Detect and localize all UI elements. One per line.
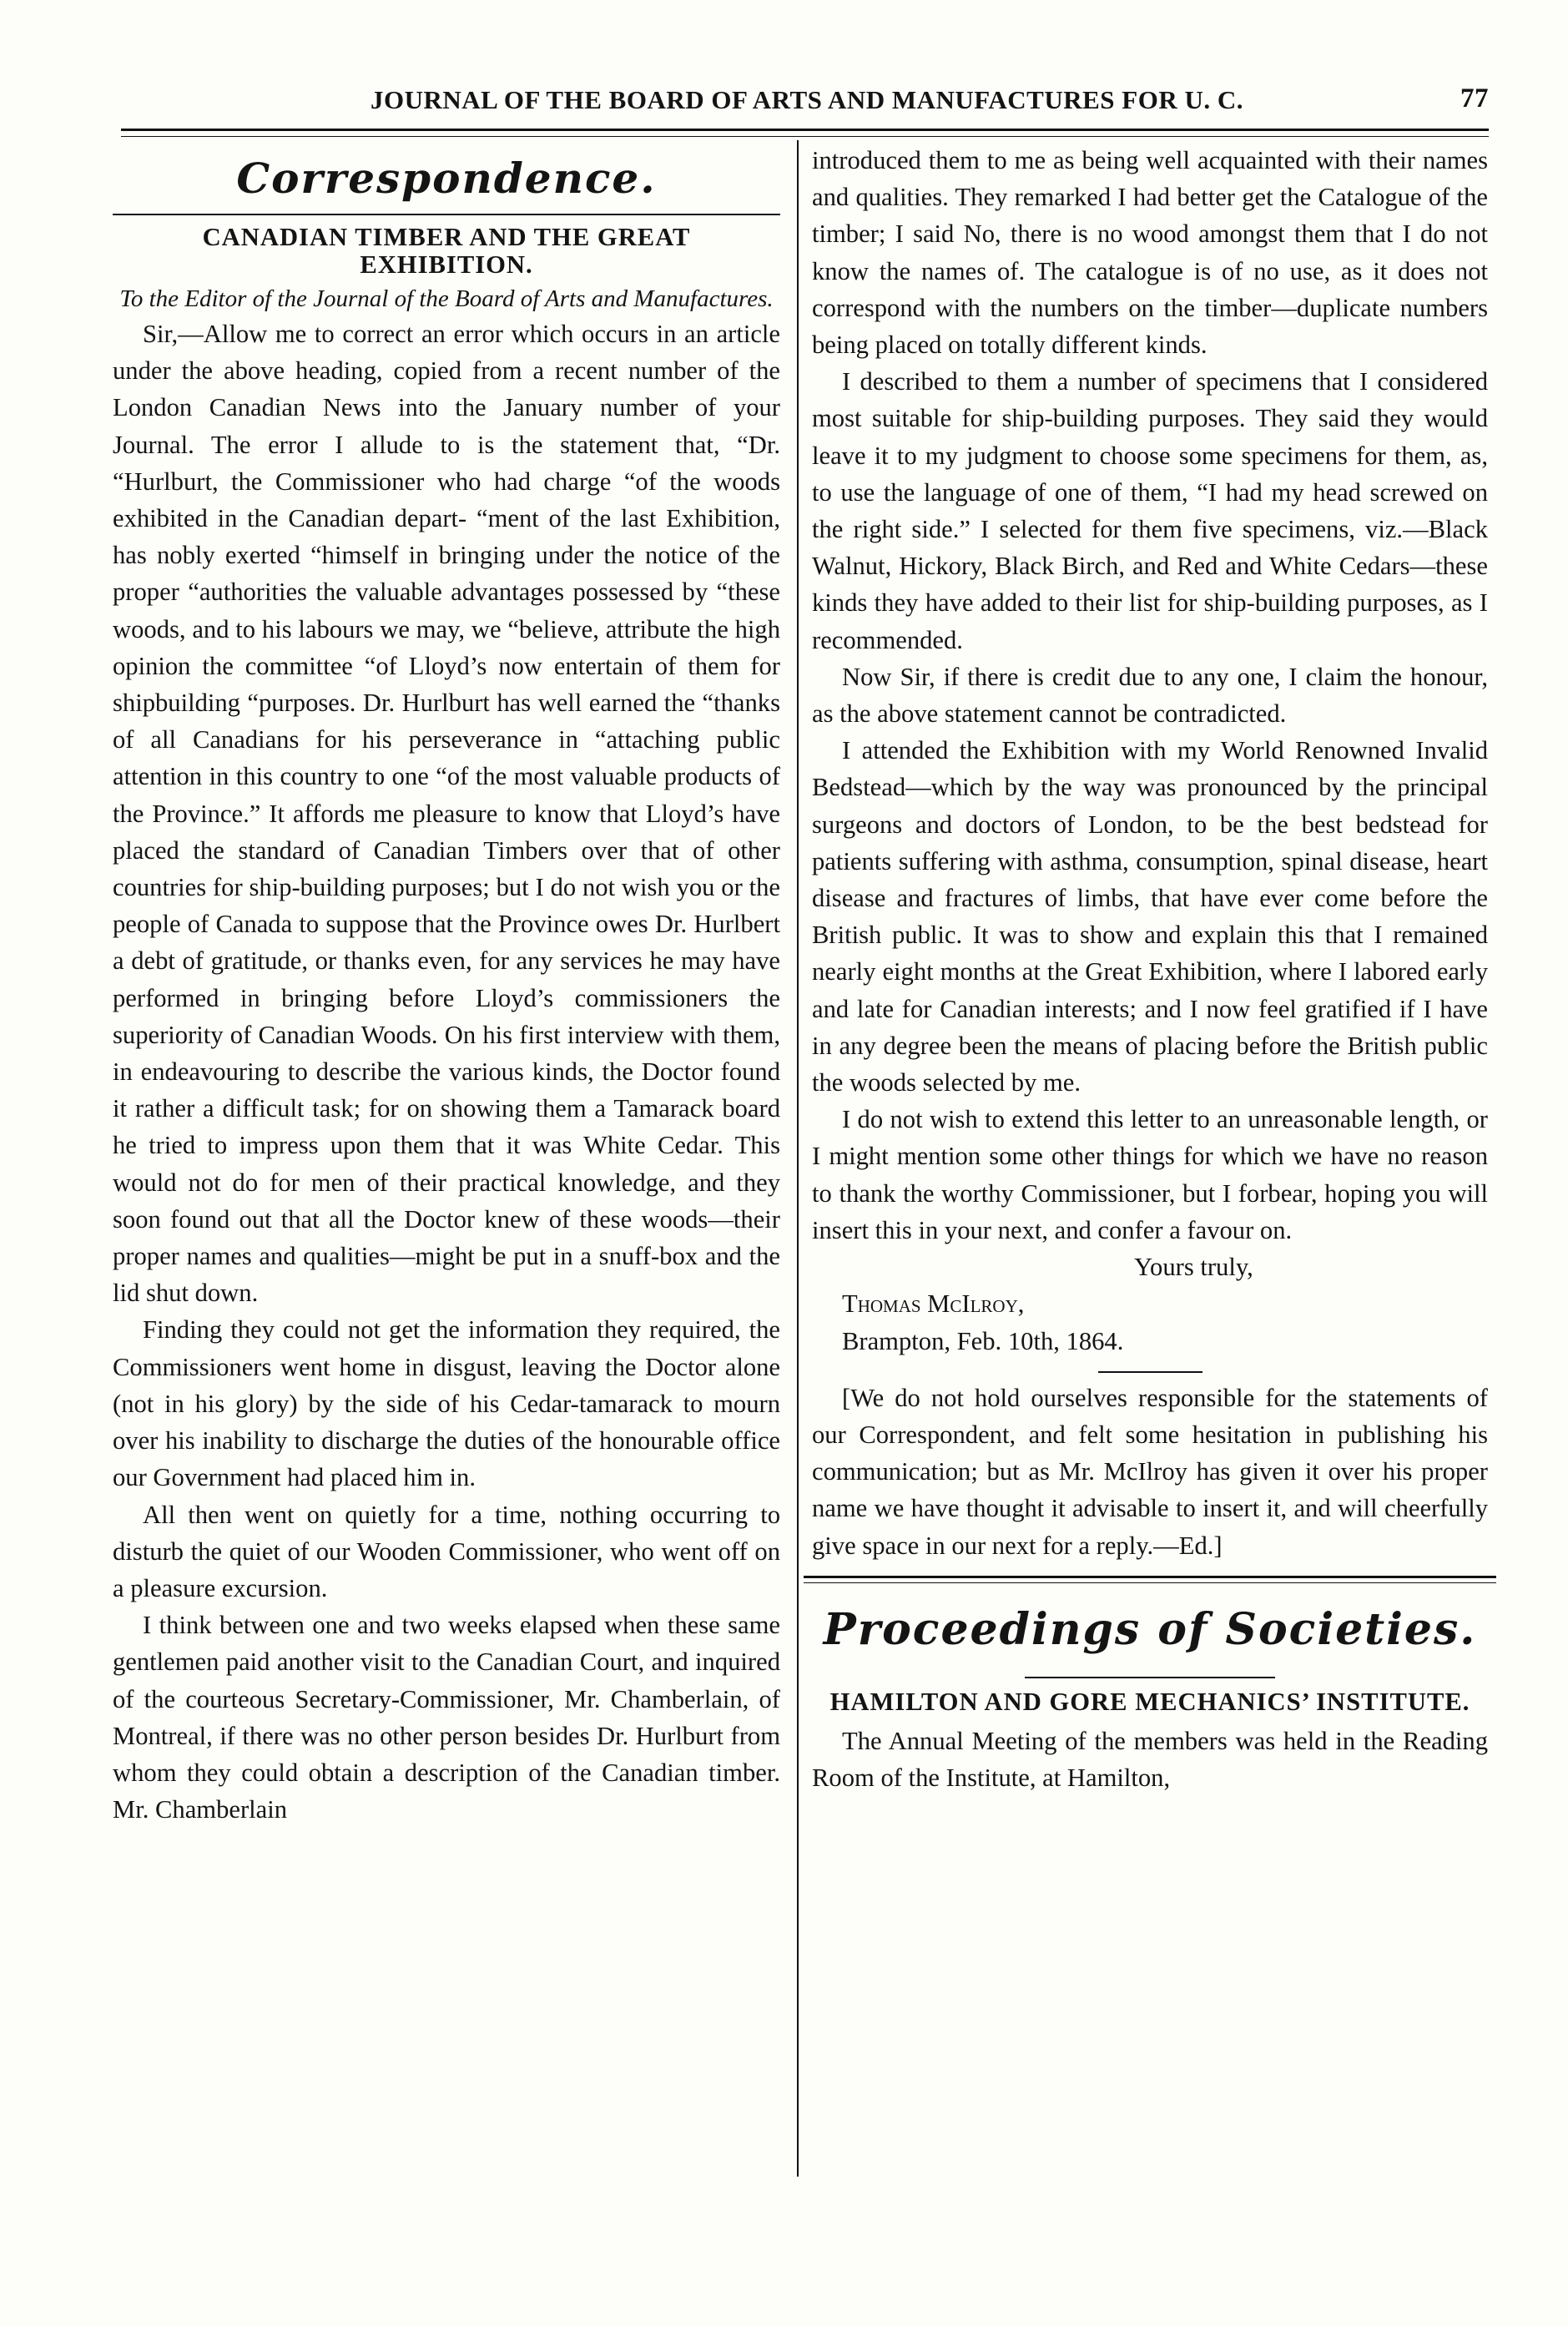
note-rule xyxy=(1098,1371,1202,1373)
dateline: Brampton, Feb. 10th, 1864. xyxy=(842,1326,1124,1355)
letter-paragraph-9 xyxy=(812,1101,1488,1285)
article-heading: CANADIAN TIMBER AND THE GREAT EXHIBITION. xyxy=(202,223,691,279)
signature: Thomas McIlroy, xyxy=(842,1289,1025,1319)
right-column xyxy=(812,142,1488,1796)
letter-closing-text: I do not wish to extend this letter to an unreasonable length, or I might mention some other things for which we have no reason to thank the worthy Commissioner, but I forbear, hoping you will insert this in your next, and confer a favour on. xyxy=(812,1105,1488,1244)
header-rule-thin xyxy=(121,136,1489,137)
letter-paragraph-3: All then went on quietly for a time, nothing occurring to disturb the quiet of our Wooden Commissioner, who went off on a pleasure excursion. xyxy=(113,1500,780,1602)
page-number: 77 xyxy=(1460,83,1489,114)
letter-paragraph-1: Sir,—Allow me to correct an error which occurs in an article under the above heading, copied from a recent number of the London Canadian News into the January number of your Journal. The error I allude to is the statement that, “Dr. “Hurlburt, the Commissioner who had charge “of the woods exhibited in the Canadian depart- “ment of the last Exhibition, has nobly exerted “himself in bringing under the notice of the proper “authorities the valuable advantages possessed by “these woods, and to his labours we may, we “believe, attribute the high opinion the committee “of Lloyd’s now entertain of them for shipbuilding “purposes. Dr. Hurlburt has well earned the “thanks of all Canadians for his perseverance in “attaching public attention in this country to one “of the most valuable products of the Province.” It affords me pleasure to know that Lloyd’s have placed the standard of Canadian Timbers over that of other countries for ship-building purposes; but I do not wish you or the people of Canada to suppose that the Province owes Dr. Hurlbert a debt of gratitude, or thanks even, for any services he may have performed in bringing before Lloyd’s commissioners the superiority of Canadian Woods. On his first interview with them, in endeavouring to describe the various kinds, the Doctor found it rather a difficult task; for on showing them a Tamarack board he tried to impress upon them that it was White Cedar. This would not do for men of their practical knowledge, and they soon found out that all the Doctor knew of these woods—their proper names and qualities—might be put in a snuff-box and the lid shut down. xyxy=(113,320,780,1308)
letter-paragraph-6: I described to them a number of specimens that I considered most suitable for ship-building purposes. They said they would leave it to my judgment to choose some specimens for them, as, to use the language of one of them, “I had my head screwed on the right side.” I selected for them five specimens, viz.—Black Walnut, Hickory, Black Birch, and Red and White Cedars—these kinds they have added to their list for ship-building purposes, as I recommended. xyxy=(812,367,1488,654)
letter-paragraph-2: Finding they could not get the information they required, the Commissioners went home in disgust, leaving the Doctor alone (not in his glory) by the side of his Cedar-tamarack to mourn over his inability to discharge the duties of the honourable office our Government had placed him in. xyxy=(113,1315,780,1492)
column-divider xyxy=(797,140,799,2177)
societies-article-heading: HAMILTON AND GORE MECHANICS’ INSTITUTE. xyxy=(829,1687,1470,1716)
running-title: JOURNAL OF THE BOARD OF ARTS AND MANUFACTURES FOR U. C. xyxy=(370,85,1244,114)
header-rule xyxy=(121,129,1489,131)
yours-truly: Yours truly, xyxy=(1134,1253,1253,1282)
section-double-rule xyxy=(804,1576,1496,1583)
societies-paragraph: The Annual Meeting of the members was held in the Reading Room of the Institute, at Hamilton, xyxy=(812,1726,1488,1792)
to-editor-line: To the Editor of the Journal of the Board of Arts and Manufactures. xyxy=(119,285,774,312)
running-head xyxy=(125,78,1489,122)
letter-paragraph-4: I think between one and two weeks elapsed when these same gentlemen paid another visit to the Canadian Court, and inquired of the courteous Secretary-Commissioner, Mr. Chamberlain, of Montreal, if there was no other person besides Dr. Hurlburt from whom they could obtain a description of the Canadian timber. Mr. Chamberlain xyxy=(113,1611,780,1824)
letter-paragraph-7: Now Sir, if there is credit due to any one, I claim the honour, as the above statement cannot be contradicted. xyxy=(812,662,1488,729)
letter-paragraph-8: I attended the Exhibition with my World Renowned Invalid Bedstead—which by the way was pronounced by the principal surgeons and doctors of London, to be the best bedstead for patients suffering with asthma, consumption, spinal disease, heart disease and fractures of limbs, that have ever come before the British public. It was to show and explain this that I remained nearly eight months at the Great Exhibition, where I labored early and late for Canadian interests; and I now feel gratified if I have in any degree been the means of placing before the British public the woods selected by me. xyxy=(812,736,1488,1097)
editor-note: [We do not hold ourselves responsible for the statements of our Correspondent, and felt some hesitation in publishing his communication; but as Mr. McIlroy has given it over his proper name we have thought it advisable to insert it, and will cheerfully give space in our next for a reply.—Ed.] xyxy=(812,1383,1488,1560)
letter-paragraph-5: introduced them to me as being well acquainted with their names and qualities. They remarked I had better get the Catalogue of the timber; I said No, there is no wood amongst them that I do not know the names of. The catalogue is of no use, as it does not correspond with the numbers on the timber—duplicate numbers being placed on totally different kinds. xyxy=(812,146,1488,360)
societies-section-title: Proceedings of Societies. xyxy=(823,1603,1477,1655)
section-rule xyxy=(113,214,780,215)
correspondence-section-title: Correspondence. xyxy=(236,154,657,203)
section-rule-short xyxy=(1025,1677,1275,1678)
left-column xyxy=(113,142,780,1828)
